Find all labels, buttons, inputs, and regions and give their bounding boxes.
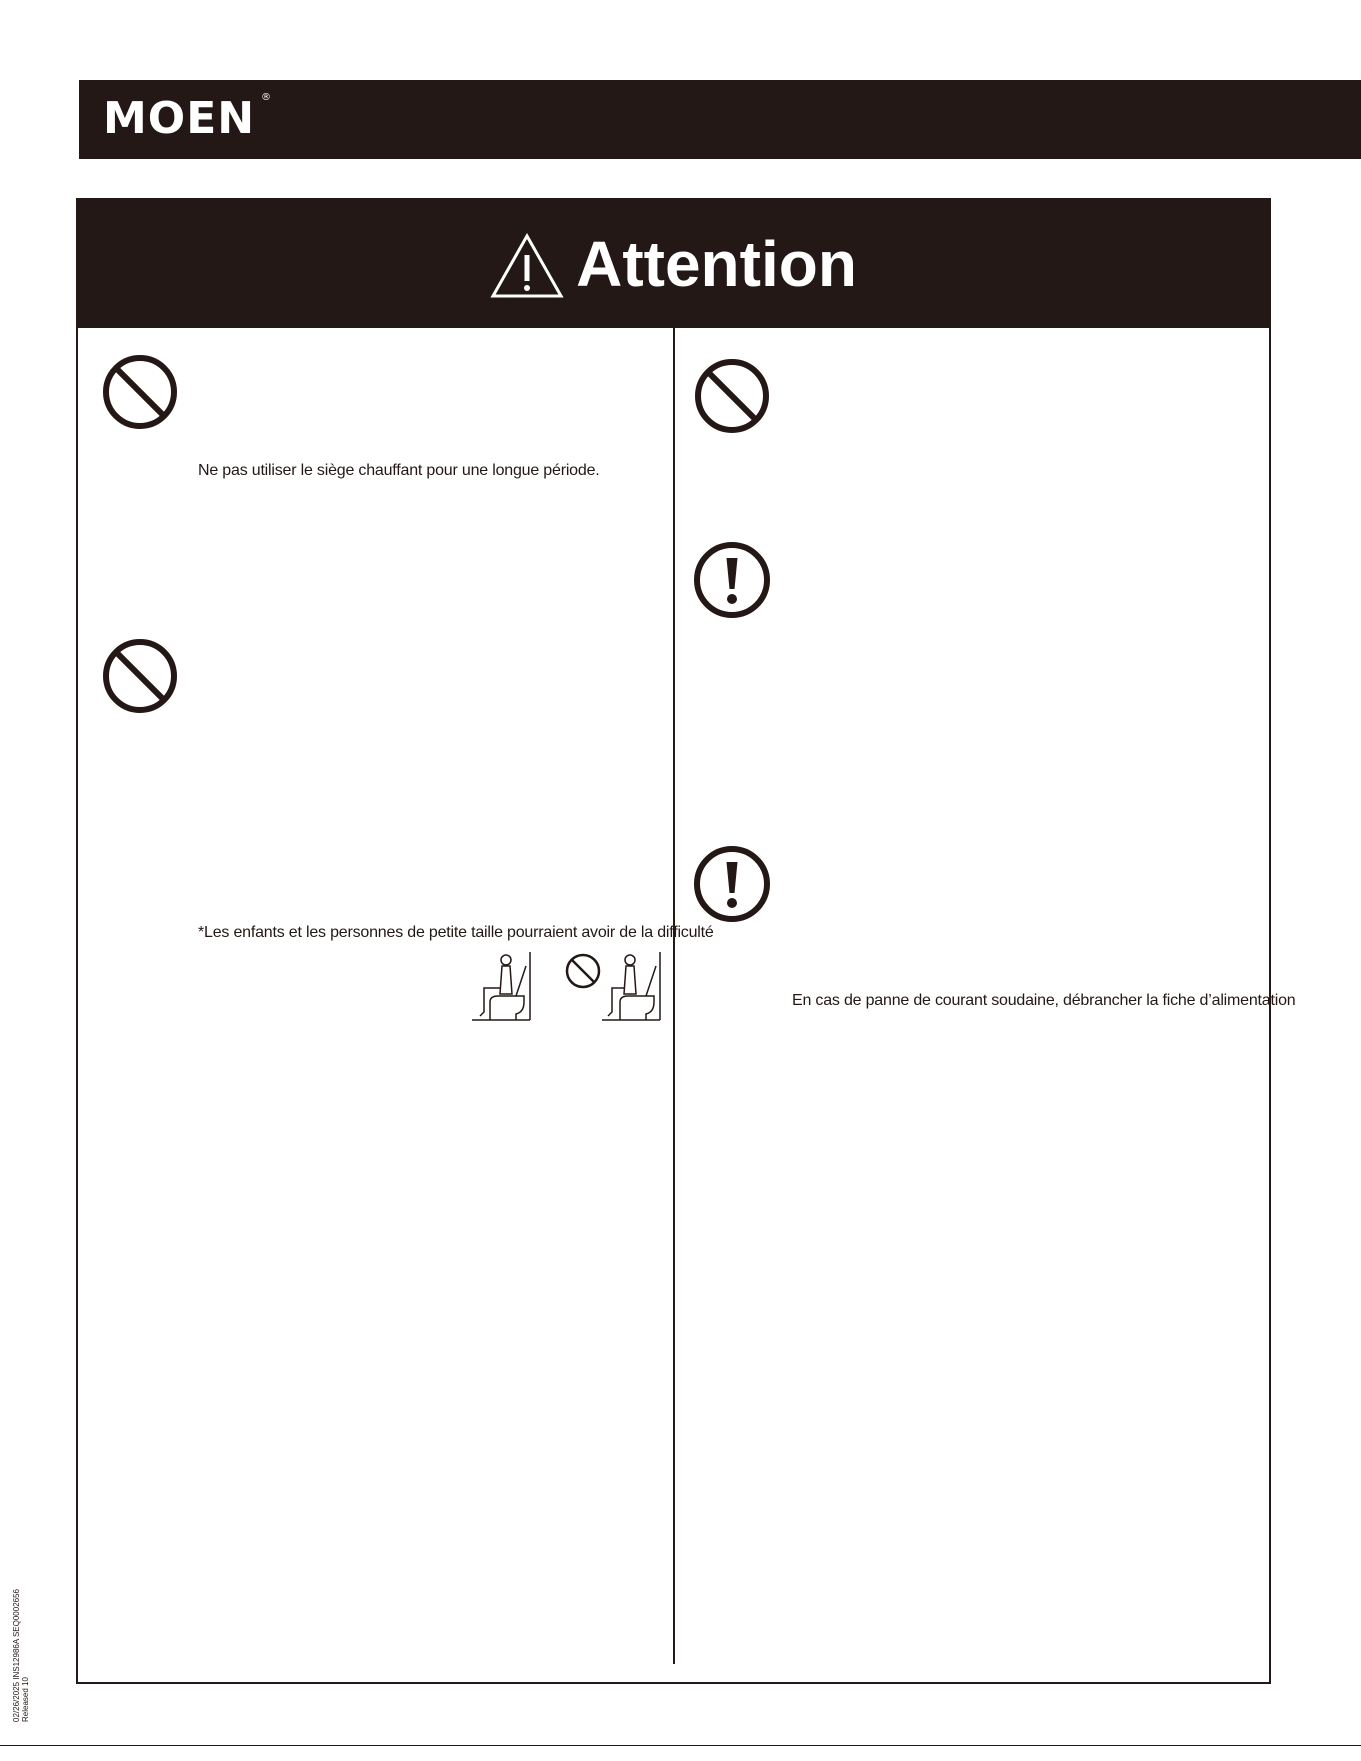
document-release-line: Released 10 xyxy=(21,1677,30,1722)
prohibition-icon xyxy=(100,352,180,432)
note-children: *Les enfants et les personnes de petite taille pourraient avoir de la difficulté xyxy=(198,924,714,941)
prohibition-icon xyxy=(564,952,602,990)
brand-bar xyxy=(79,80,1361,159)
note-power-outage: En cas de panne de courant soudaine, débrancher la fiche d’alimentation xyxy=(792,992,1296,1009)
incorrect-seating-figure xyxy=(600,950,670,1022)
prohibition-icon xyxy=(692,356,772,436)
note-heated-seat: Ne pas utiliser le siège chauffant pour une longue période. xyxy=(198,462,600,479)
prohibition-icon xyxy=(100,636,180,716)
exclamation-icon xyxy=(692,540,772,620)
attention-panel xyxy=(76,198,1296,1684)
panel-title: Attention xyxy=(576,228,857,300)
document-code xyxy=(12,1589,30,1722)
correct-seating-figure xyxy=(470,950,540,1022)
column-divider xyxy=(673,328,675,1664)
exclamation-icon xyxy=(692,844,772,924)
bottom-rule xyxy=(0,1745,1361,1746)
warning-triangle-icon xyxy=(490,233,564,299)
document-code-line: 02/26/2025 INS12986A SEQ0002656 xyxy=(12,1589,21,1722)
brand-logo: MOEN xyxy=(103,93,256,144)
panel-header xyxy=(78,200,1269,328)
registered-mark: ® xyxy=(261,92,271,103)
